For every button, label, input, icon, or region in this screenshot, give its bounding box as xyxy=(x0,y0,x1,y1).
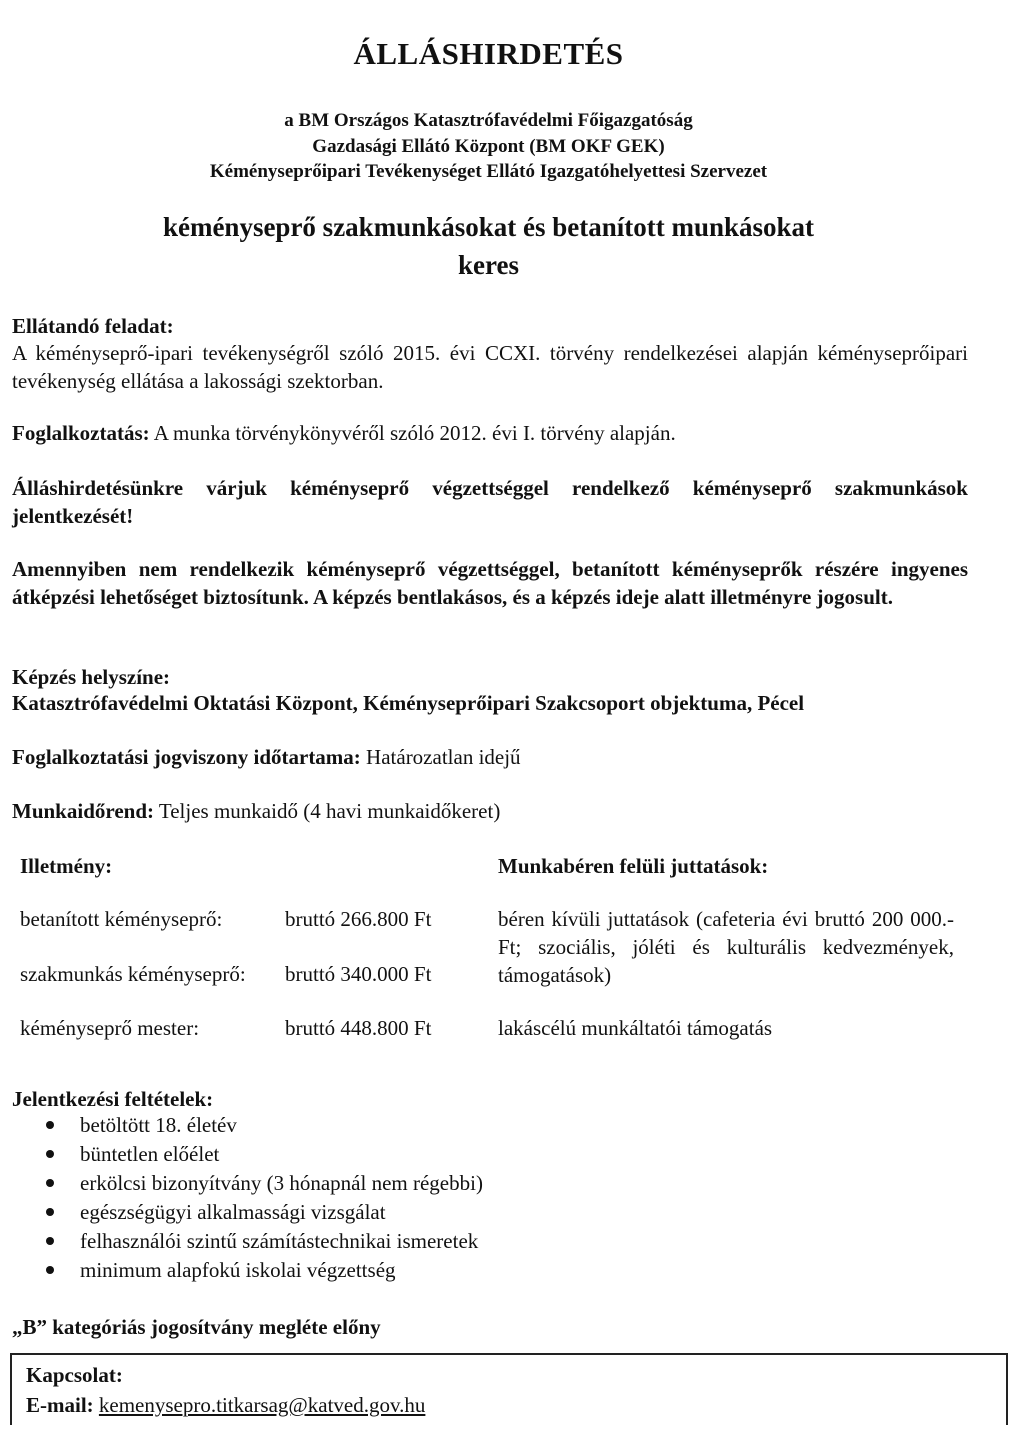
salary-role-3: kéményseprő mester: xyxy=(20,1016,200,1040)
contact-label: Kapcsolat: xyxy=(26,1363,123,1387)
list-item: betöltött 18. életév xyxy=(12,1111,912,1140)
employment-label: Foglalkoztatás: xyxy=(12,421,150,445)
bullet-icon xyxy=(46,1237,54,1245)
contact-email-line xyxy=(26,1391,425,1419)
contact-box xyxy=(10,1353,1008,1425)
list-item: erkölcsi bizonyítvány (3 hónapnál nem régebbi) xyxy=(12,1169,912,1198)
list-item: felhasználói szintű számítástechnikai ismeretek xyxy=(12,1227,912,1256)
license-note: „B” kategóriás jogosítvány megléte előny xyxy=(12,1315,381,1339)
list-item: büntetlen előélet xyxy=(12,1140,912,1169)
training-location-text: Katasztrófavédelmi Oktatási Központ, Kéményseprőipari Szakcsoport objektuma, Pécel xyxy=(12,691,805,715)
org-line-1: a BM Országos Katasztrófavédelmi Főigazgatóság xyxy=(284,110,693,131)
conditions-list xyxy=(12,1111,912,1285)
conditions-label: Jelentkezési feltételek: xyxy=(12,1087,214,1111)
benefits-item-2: lakáscélú munkáltatói támogatás xyxy=(498,1016,773,1040)
bullet-icon xyxy=(46,1208,54,1216)
page-title: ÁLLÁSHIRDETÉS xyxy=(353,36,624,71)
call-to-apply: Álláshirdetésünkre várjuk kéményseprő végzettséggel rendelkező kéményseprő szakmunkások jelentkezését! xyxy=(12,476,968,528)
salary-role-1: betanított kéményseprő: xyxy=(20,907,223,931)
training-location-label: Képzés helyszíne: xyxy=(12,665,171,689)
bullet-icon xyxy=(46,1179,54,1187)
salary-role-2: szakmunkás kéményseprő: xyxy=(20,962,246,986)
list-item: egészségügyi alkalmassági vizsgálat xyxy=(12,1198,912,1227)
bullet-icon xyxy=(46,1121,54,1129)
duration-label: Foglalkoztatási jogviszony időtartama: xyxy=(12,745,361,769)
benefits-header: Munkabéren felüli juttatások: xyxy=(498,854,769,878)
task-label: Ellátandó feladat: xyxy=(12,314,174,338)
task-text: A kéményseprő-ipari tevékenységről szóló 2015. évi CCXI. törvény rendelkezései alapján kéményseprőipari tevékenység ellátása a lakossági szektorban. xyxy=(12,341,968,393)
schedule-text: Teljes munkaidő (4 havi munkaidőkeret) xyxy=(158,799,501,823)
schedule-label: Munkaidőrend: xyxy=(12,799,154,823)
salary-amount-1: bruttó 266.800 Ft xyxy=(285,907,432,931)
employment-line xyxy=(12,419,968,447)
main-heading-line-2: keres xyxy=(458,250,519,280)
schedule-line xyxy=(12,797,968,825)
salary-header: Illetmény: xyxy=(20,854,113,878)
email-label: E-mail: xyxy=(26,1393,94,1417)
duration-line xyxy=(12,743,968,771)
main-heading-line-1: kéményseprő szakmunkásokat és betanított munkásokat xyxy=(162,212,815,242)
salary-amount-2: bruttó 340.000 Ft xyxy=(285,962,432,986)
employment-text: A munka törvénykönyvéről szóló 2012. évi I. törvény alapján. xyxy=(153,421,676,445)
duration-text: Határozatlan idejű xyxy=(366,745,521,769)
email-link[interactable]: kemenysepro.titkarsag@katved.gov.hu xyxy=(98,1393,426,1417)
org-line-3: Kéményseprőipari Tevékenységet Ellátó Igazgatóhelyettesi Szervezet xyxy=(209,161,768,182)
org-line-2: Gazdasági Ellátó Központ (BM OKF GEK) xyxy=(312,136,665,157)
bullet-icon xyxy=(46,1266,54,1274)
training-offer: Amennyiben nem rendelkezik kéményseprő végzettséggel, betanított kéményseprők részére ingyenes átképzési lehetőséget biztosítunk. A képzés bentlakásos, és a képzés ideje alatt illetményre jogosult. xyxy=(12,557,968,609)
bullet-icon xyxy=(46,1150,54,1158)
salary-amount-3: bruttó 448.800 Ft xyxy=(285,1016,432,1040)
benefits-item-1: béren kívüli juttatások (cafeteria évi bruttó 200 000.- Ft; szociális, jóléti és kulturális kedvezmények, támogatások) xyxy=(498,907,954,987)
list-item: minimum alapfokú iskolai végzettség xyxy=(12,1256,912,1285)
